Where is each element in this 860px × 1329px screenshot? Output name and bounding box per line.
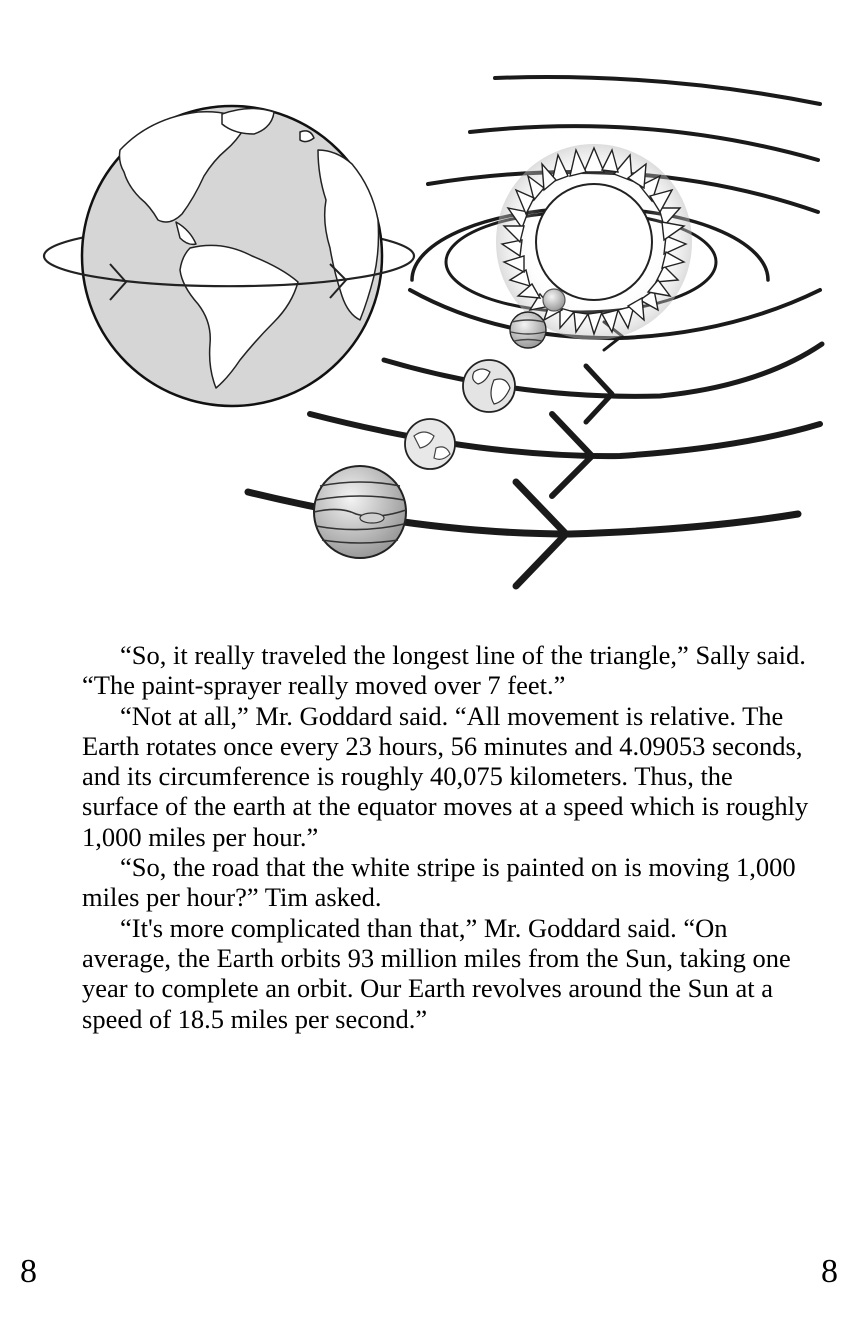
- small-earth-icon: [463, 360, 515, 412]
- sun-icon: [496, 144, 692, 340]
- story-paragraph: “It's more complicated than that,” Mr. Goddard said. “On average, the Earth orbits 93 million miles from the Sun, taking one year to complete an orbit. Our Earth revolves around the Sun at a speed of 18.5 miles per second.”: [82, 912, 791, 1034]
- page-number-right: 8: [821, 1253, 838, 1290]
- orbit-arc-2: [470, 126, 818, 160]
- orbit-arc-5: [384, 344, 822, 396]
- solar-system-illustration: [0, 0, 860, 610]
- earth-globe-icon: [44, 106, 414, 406]
- story-paragraph: “Not at all,” Mr. Goddard said. “All movement is relative. The Earth rotates once every 23 hours, 56 minutes and 4.09053 seconds, and its circumference is roughly 40,075 kilometers. Thus, the surface of the earth at the equator moves at a speed which is roughly 1,000 miles per hour.”: [82, 700, 809, 852]
- venus-icon: [510, 312, 546, 348]
- mars-icon: [405, 419, 455, 469]
- orbit-arc-6: [310, 414, 820, 456]
- story-paragraph: “So, the road that the white stripe is painted on is moving 1,000 miles per hour?” Tim asked.: [82, 852, 796, 913]
- page-number-left: 8: [20, 1253, 37, 1290]
- story-text: [82, 640, 812, 1034]
- orbit-arc-1: [495, 77, 820, 104]
- story-paragraph: “So, it really traveled the longest line of the triangle,” Sally said. “The paint-sprayer really moved over 7 feet.”: [82, 640, 806, 701]
- jupiter-icon: [314, 466, 406, 558]
- mercury-icon: [543, 289, 565, 311]
